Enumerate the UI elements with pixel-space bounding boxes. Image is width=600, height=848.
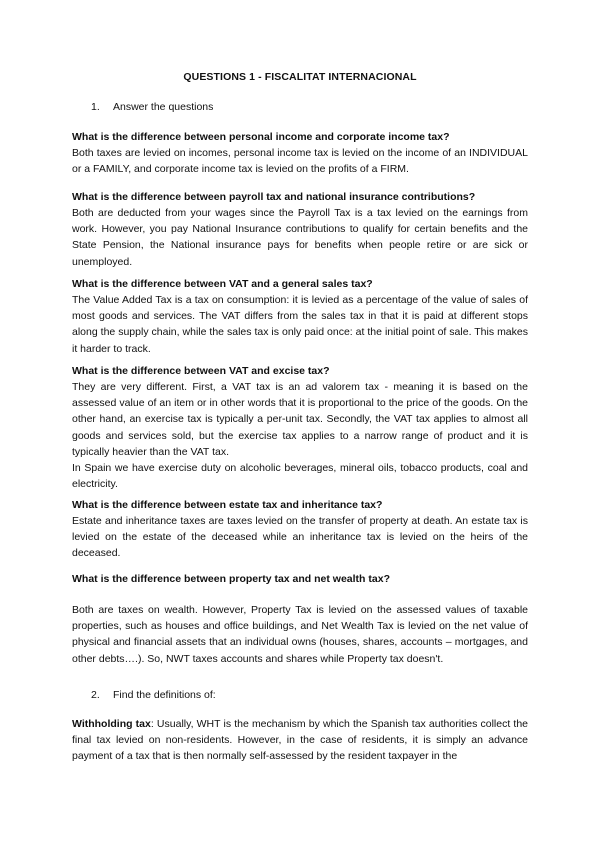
definition-text: Usually, WHT is the mechanism by which the Spanish tax authorities collect the final tax levied on non-residents. However, in the case of residents, it is simply an advance payment of a tax that is then normally self-assessed by the resident taxpayer in the <box>72 718 528 763</box>
answer-text: Both are taxes on wealth. However, Property Tax is levied on the assessed values of taxable properties, such as houses and office buildings, and Net Wealth Tax is levied on the net value of physical and financial assets that an individual owns (houses, shares, accounts – mortgages, and other debts….). So, NWT taxes accounts and shares while Property tax doesn't. <box>72 604 528 665</box>
answer-text: Estate and inheritance taxes are taxes levied on the transfer of property at death. An estate tax is levied on the estate of the deceased while an inheritance tax is levied on the heirs of the deceased. <box>72 515 528 560</box>
answer-paragraph <box>72 292 528 357</box>
answer-paragraph <box>72 513 528 562</box>
answer-text: In Spain we have exercise duty on alcoholic beverages, mineral oils, tobacco products, coal and electricity. <box>72 462 528 491</box>
question-heading: What is the difference between payroll tax and national insurance contributions? <box>72 191 476 203</box>
numbered-item-1 <box>91 101 213 113</box>
question-heading: What is the difference between property tax and net wealth tax? <box>72 573 390 585</box>
answer-text: They are very different. First, a VAT tax is an ad valorem tax - meaning it is based on the assessed value of an item or in other words that it is proportional to the price of the goods. On the other hand, an exercise tax is typically a per-unit tax. Secondly, the VAT tax applies to almost all goods and services sold, but the exercise tax applies to a narrow range of product and it is typically heavier than the VAT tax. <box>72 381 528 458</box>
item-number: 1. <box>91 101 100 113</box>
answer-paragraph <box>72 602 528 667</box>
question-heading: What is the difference between personal income and corporate income tax? <box>72 131 450 143</box>
definition-paragraph <box>72 716 528 765</box>
answer-paragraph <box>72 205 528 270</box>
numbered-item-2 <box>91 689 216 701</box>
definition-term: Withholding tax <box>72 718 151 730</box>
answer-text: The Value Added Tax is a tax on consumption: it is levied as a percentage of the value of sales of most goods and services. The VAT differs from the sales tax in that it is paid at different stops along the supply chain, while the sales tax is only paid once: at the initial point of sale. This makes it harder to track. <box>72 294 528 355</box>
item-number: 2. <box>91 689 100 701</box>
answer-paragraph <box>72 379 528 492</box>
question-heading: What is the difference between estate tax and inheritance tax? <box>72 499 383 511</box>
item-text: Find the definitions of: <box>113 689 216 701</box>
answer-text: Both are deducted from your wages since the Payroll Tax is a tax levied on the earnings from work. However, you pay National Insurance contributions to qualify for certain benefits and the State Pension, the National insurance pays for benefits when people retire or are sick or unemployed. <box>72 207 528 268</box>
document-title: QUESTIONS 1 - FISCALITAT INTERNACIONAL <box>183 71 417 83</box>
definition-separator: : <box>150 718 154 730</box>
question-heading: What is the difference between VAT and a general sales tax? <box>72 278 373 290</box>
answer-paragraph <box>72 145 528 177</box>
item-text: Answer the questions <box>113 101 214 113</box>
question-heading: What is the difference between VAT and excise tax? <box>72 365 330 377</box>
answer-text: Both taxes are levied on incomes, personal income tax is levied on the income of an INDIVIDUAL or a FAMILY, and corporate income tax is levied on the profits of a FIRM. <box>72 147 528 176</box>
